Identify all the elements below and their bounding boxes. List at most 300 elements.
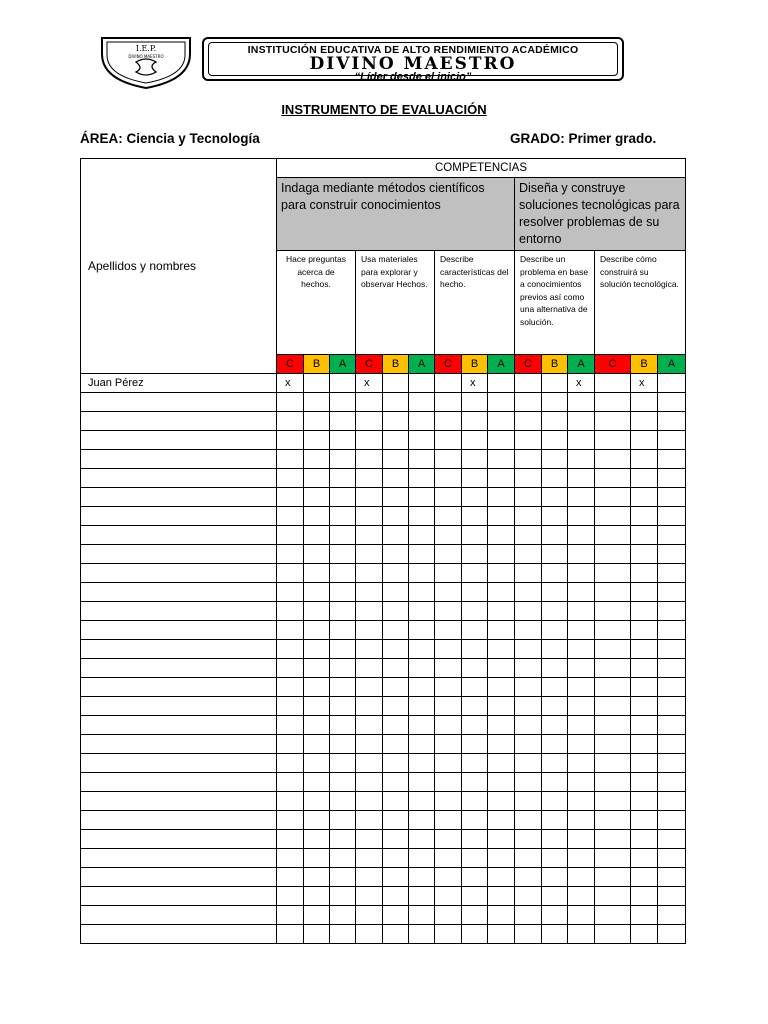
grade-cell[interactable]: [488, 659, 515, 678]
student-name[interactable]: [81, 621, 277, 640]
grade-cell[interactable]: [277, 830, 304, 849]
grade-cell[interactable]: [658, 811, 686, 830]
grade-cell[interactable]: [277, 640, 304, 659]
grade-cell[interactable]: [330, 659, 356, 678]
grade-cell[interactable]: [568, 925, 595, 944]
student-name[interactable]: [81, 393, 277, 412]
grade-cell[interactable]: [488, 640, 515, 659]
grade-cell[interactable]: [542, 393, 568, 412]
grade-cell[interactable]: [542, 887, 568, 906]
grade-cell[interactable]: [595, 545, 631, 564]
grade-cell[interactable]: [330, 469, 356, 488]
grade-cell[interactable]: [304, 431, 330, 450]
grade-cell[interactable]: [356, 659, 383, 678]
grade-cell[interactable]: [330, 602, 356, 621]
grade-cell[interactable]: [435, 431, 462, 450]
grade-cell[interactable]: [515, 469, 542, 488]
grade-cell[interactable]: [462, 754, 488, 773]
grade-cell[interactable]: [542, 583, 568, 602]
grade-cell[interactable]: [658, 374, 686, 393]
grade-cell[interactable]: [356, 602, 383, 621]
grade-cell[interactable]: [488, 887, 515, 906]
grade-cell[interactable]: [542, 811, 568, 830]
grade-cell[interactable]: [462, 678, 488, 697]
grade-cell[interactable]: [515, 564, 542, 583]
grade-cell[interactable]: [356, 621, 383, 640]
grade-cell[interactable]: [330, 678, 356, 697]
grade-cell[interactable]: [595, 393, 631, 412]
grade-cell[interactable]: [488, 773, 515, 792]
grade-cell[interactable]: [383, 849, 409, 868]
grade-cell[interactable]: [383, 602, 409, 621]
grade-cell[interactable]: [595, 412, 631, 431]
grade-cell[interactable]: [356, 830, 383, 849]
grade-cell[interactable]: [409, 469, 435, 488]
grade-cell[interactable]: [488, 602, 515, 621]
grade-cell[interactable]: [435, 507, 462, 526]
grade-cell[interactable]: [515, 849, 542, 868]
grade-cell[interactable]: [277, 697, 304, 716]
grade-cell[interactable]: [595, 716, 631, 735]
grade-cell[interactable]: [568, 659, 595, 678]
grade-cell[interactable]: [304, 450, 330, 469]
grade-cell[interactable]: [568, 849, 595, 868]
grade-cell[interactable]: [277, 469, 304, 488]
student-name[interactable]: [81, 545, 277, 564]
grade-cell[interactable]: [631, 507, 658, 526]
grade-cell[interactable]: [435, 374, 462, 393]
grade-cell[interactable]: [409, 811, 435, 830]
grade-cell[interactable]: [568, 773, 595, 792]
grade-cell[interactable]: [304, 887, 330, 906]
grade-cell[interactable]: [435, 393, 462, 412]
grade-cell[interactable]: [330, 830, 356, 849]
grade-cell[interactable]: [330, 697, 356, 716]
grade-cell[interactable]: [356, 545, 383, 564]
grade-cell[interactable]: [330, 735, 356, 754]
grade-cell[interactable]: [568, 545, 595, 564]
grade-cell[interactable]: [462, 564, 488, 583]
student-name[interactable]: [81, 697, 277, 716]
grade-cell[interactable]: [383, 716, 409, 735]
grade-cell[interactable]: [488, 716, 515, 735]
grade-cell[interactable]: [409, 849, 435, 868]
grade-cell[interactable]: [409, 906, 435, 925]
grade-cell[interactable]: [330, 431, 356, 450]
grade-cell[interactable]: [304, 754, 330, 773]
grade-cell[interactable]: [462, 792, 488, 811]
grade-cell[interactable]: [595, 431, 631, 450]
grade-cell[interactable]: [356, 887, 383, 906]
student-name[interactable]: [81, 450, 277, 469]
grade-cell[interactable]: [542, 830, 568, 849]
grade-cell[interactable]: [435, 735, 462, 754]
grade-cell[interactable]: [356, 431, 383, 450]
grade-cell[interactable]: [568, 754, 595, 773]
grade-cell[interactable]: [595, 868, 631, 887]
student-name[interactable]: [81, 716, 277, 735]
grade-cell[interactable]: [462, 412, 488, 431]
grade-cell[interactable]: [435, 925, 462, 944]
grade-cell[interactable]: [409, 735, 435, 754]
grade-cell[interactable]: [568, 469, 595, 488]
grade-cell[interactable]: [409, 697, 435, 716]
grade-cell[interactable]: [568, 526, 595, 545]
grade-cell[interactable]: [488, 526, 515, 545]
grade-cell[interactable]: [515, 868, 542, 887]
grade-cell[interactable]: [383, 792, 409, 811]
student-name[interactable]: [81, 678, 277, 697]
grade-cell[interactable]: [435, 868, 462, 887]
grade-cell[interactable]: [631, 659, 658, 678]
grade-cell[interactable]: [356, 735, 383, 754]
student-name[interactable]: [81, 564, 277, 583]
grade-cell[interactable]: [515, 412, 542, 431]
grade-cell[interactable]: [277, 792, 304, 811]
student-name[interactable]: [81, 754, 277, 773]
grade-cell[interactable]: [488, 564, 515, 583]
grade-cell[interactable]: [515, 735, 542, 754]
grade-cell[interactable]: [383, 583, 409, 602]
student-name[interactable]: [81, 640, 277, 659]
grade-cell[interactable]: [488, 412, 515, 431]
grade-cell[interactable]: [435, 716, 462, 735]
grade-cell[interactable]: [277, 754, 304, 773]
student-name[interactable]: Juan Pérez: [81, 374, 277, 393]
grade-cell[interactable]: [658, 412, 686, 431]
grade-cell[interactable]: [631, 602, 658, 621]
grade-cell[interactable]: [515, 792, 542, 811]
grade-cell[interactable]: [568, 697, 595, 716]
grade-cell[interactable]: [356, 583, 383, 602]
grade-cell[interactable]: [488, 925, 515, 944]
grade-cell[interactable]: [435, 545, 462, 564]
grade-cell[interactable]: [515, 393, 542, 412]
grade-cell[interactable]: [383, 507, 409, 526]
grade-cell[interactable]: [515, 374, 542, 393]
grade-cell[interactable]: [409, 393, 435, 412]
grade-cell[interactable]: [435, 412, 462, 431]
grade-cell[interactable]: [277, 659, 304, 678]
student-name[interactable]: [81, 811, 277, 830]
grade-cell[interactable]: [658, 735, 686, 754]
grade-cell[interactable]: [568, 393, 595, 412]
grade-cell[interactable]: [658, 754, 686, 773]
grade-cell[interactable]: [488, 545, 515, 564]
grade-cell[interactable]: [515, 640, 542, 659]
grade-cell[interactable]: [383, 393, 409, 412]
grade-cell[interactable]: [631, 868, 658, 887]
grade-cell[interactable]: [383, 830, 409, 849]
grade-cell[interactable]: [488, 906, 515, 925]
grade-cell[interactable]: [631, 678, 658, 697]
grade-cell[interactable]: [383, 640, 409, 659]
grade-cell[interactable]: [631, 830, 658, 849]
grade-cell[interactable]: [631, 526, 658, 545]
grade-cell[interactable]: [542, 735, 568, 754]
grade-cell[interactable]: [631, 716, 658, 735]
grade-cell[interactable]: [515, 697, 542, 716]
grade-cell[interactable]: [383, 659, 409, 678]
grade-cell[interactable]: [568, 450, 595, 469]
grade-cell[interactable]: [277, 849, 304, 868]
grade-cell[interactable]: [304, 621, 330, 640]
grade-cell[interactable]: [515, 526, 542, 545]
grade-cell[interactable]: [542, 925, 568, 944]
grade-cell[interactable]: [356, 564, 383, 583]
grade-cell[interactable]: [356, 450, 383, 469]
grade-cell[interactable]: [356, 526, 383, 545]
grade-cell[interactable]: [595, 697, 631, 716]
grade-cell[interactable]: [542, 659, 568, 678]
grade-cell[interactable]: [595, 507, 631, 526]
grade-cell[interactable]: [304, 507, 330, 526]
grade-cell[interactable]: [568, 431, 595, 450]
student-name[interactable]: [81, 469, 277, 488]
grade-cell[interactable]: [383, 374, 409, 393]
grade-mark[interactable]: x: [631, 374, 658, 393]
grade-cell[interactable]: [409, 830, 435, 849]
grade-cell[interactable]: [488, 754, 515, 773]
grade-cell[interactable]: [462, 811, 488, 830]
grade-cell[interactable]: [435, 887, 462, 906]
grade-cell[interactable]: [304, 849, 330, 868]
grade-cell[interactable]: [304, 830, 330, 849]
grade-cell[interactable]: [658, 488, 686, 507]
grade-cell[interactable]: [631, 754, 658, 773]
grade-cell[interactable]: [383, 868, 409, 887]
grade-cell[interactable]: [330, 488, 356, 507]
grade-cell[interactable]: [304, 469, 330, 488]
grade-cell[interactable]: [330, 811, 356, 830]
grade-cell[interactable]: [383, 887, 409, 906]
grade-cell[interactable]: [409, 754, 435, 773]
grade-cell[interactable]: [383, 621, 409, 640]
grade-cell[interactable]: [462, 526, 488, 545]
grade-cell[interactable]: [542, 792, 568, 811]
grade-cell[interactable]: [383, 735, 409, 754]
grade-cell[interactable]: [568, 735, 595, 754]
grade-cell[interactable]: [595, 735, 631, 754]
grade-cell[interactable]: [435, 906, 462, 925]
grade-cell[interactable]: [330, 849, 356, 868]
grade-cell[interactable]: [304, 488, 330, 507]
grade-cell[interactable]: [595, 925, 631, 944]
grade-cell[interactable]: [409, 526, 435, 545]
grade-cell[interactable]: [330, 374, 356, 393]
grade-cell[interactable]: [542, 431, 568, 450]
grade-cell[interactable]: [277, 773, 304, 792]
grade-cell[interactable]: [330, 564, 356, 583]
grade-cell[interactable]: [277, 868, 304, 887]
grade-cell[interactable]: [356, 716, 383, 735]
grade-cell[interactable]: [383, 678, 409, 697]
grade-cell[interactable]: [631, 393, 658, 412]
grade-cell[interactable]: [658, 526, 686, 545]
grade-cell[interactable]: [542, 488, 568, 507]
grade-cell[interactable]: [658, 792, 686, 811]
grade-cell[interactable]: [542, 526, 568, 545]
grade-cell[interactable]: [462, 640, 488, 659]
grade-cell[interactable]: [277, 735, 304, 754]
grade-cell[interactable]: [277, 393, 304, 412]
student-name[interactable]: [81, 773, 277, 792]
grade-cell[interactable]: [595, 488, 631, 507]
grade-cell[interactable]: [435, 773, 462, 792]
grade-cell[interactable]: [462, 431, 488, 450]
grade-cell[interactable]: [515, 583, 542, 602]
student-name[interactable]: [81, 526, 277, 545]
grade-cell[interactable]: [515, 925, 542, 944]
grade-cell[interactable]: [631, 906, 658, 925]
grade-cell[interactable]: [595, 773, 631, 792]
grade-cell[interactable]: [462, 393, 488, 412]
grade-cell[interactable]: [542, 374, 568, 393]
grade-cell[interactable]: [435, 830, 462, 849]
grade-cell[interactable]: [568, 507, 595, 526]
grade-cell[interactable]: [462, 925, 488, 944]
grade-cell[interactable]: [462, 545, 488, 564]
grade-cell[interactable]: [277, 811, 304, 830]
grade-cell[interactable]: [658, 393, 686, 412]
grade-cell[interactable]: [595, 678, 631, 697]
grade-cell[interactable]: [658, 621, 686, 640]
grade-cell[interactable]: [462, 849, 488, 868]
grade-cell[interactable]: [488, 431, 515, 450]
grade-cell[interactable]: [435, 602, 462, 621]
grade-cell[interactable]: [488, 678, 515, 697]
grade-cell[interactable]: [631, 412, 658, 431]
grade-cell[interactable]: [631, 640, 658, 659]
grade-cell[interactable]: [330, 583, 356, 602]
grade-cell[interactable]: [631, 564, 658, 583]
grade-cell[interactable]: [488, 735, 515, 754]
grade-cell[interactable]: [409, 602, 435, 621]
grade-cell[interactable]: [304, 583, 330, 602]
grade-cell[interactable]: [542, 697, 568, 716]
grade-cell[interactable]: [409, 716, 435, 735]
grade-cell[interactable]: [383, 545, 409, 564]
grade-cell[interactable]: [435, 564, 462, 583]
grade-cell[interactable]: [383, 773, 409, 792]
grade-cell[interactable]: [330, 887, 356, 906]
grade-cell[interactable]: [542, 754, 568, 773]
grade-cell[interactable]: [304, 792, 330, 811]
grade-cell[interactable]: [409, 412, 435, 431]
grade-cell[interactable]: [330, 906, 356, 925]
grade-cell[interactable]: [277, 887, 304, 906]
grade-cell[interactable]: [515, 602, 542, 621]
grade-cell[interactable]: [277, 526, 304, 545]
grade-cell[interactable]: [542, 545, 568, 564]
grade-cell[interactable]: [595, 564, 631, 583]
grade-cell[interactable]: [277, 716, 304, 735]
grade-cell[interactable]: [277, 583, 304, 602]
grade-cell[interactable]: [356, 849, 383, 868]
grade-cell[interactable]: [462, 887, 488, 906]
grade-cell[interactable]: [277, 906, 304, 925]
grade-cell[interactable]: [356, 488, 383, 507]
grade-cell[interactable]: [330, 640, 356, 659]
grade-cell[interactable]: [330, 925, 356, 944]
grade-mark[interactable]: x: [568, 374, 595, 393]
grade-cell[interactable]: [462, 488, 488, 507]
grade-cell[interactable]: [658, 887, 686, 906]
grade-cell[interactable]: [409, 450, 435, 469]
grade-cell[interactable]: [568, 887, 595, 906]
grade-cell[interactable]: [304, 811, 330, 830]
grade-cell[interactable]: [542, 849, 568, 868]
grade-cell[interactable]: [435, 469, 462, 488]
grade-cell[interactable]: [515, 545, 542, 564]
grade-cell[interactable]: [631, 545, 658, 564]
grade-cell[interactable]: [356, 754, 383, 773]
grade-cell[interactable]: [304, 868, 330, 887]
grade-cell[interactable]: [383, 526, 409, 545]
grade-cell[interactable]: [356, 507, 383, 526]
grade-cell[interactable]: [658, 450, 686, 469]
grade-cell[interactable]: [595, 811, 631, 830]
grade-cell[interactable]: [515, 887, 542, 906]
grade-cell[interactable]: [330, 393, 356, 412]
grade-cell[interactable]: [409, 678, 435, 697]
grade-cell[interactable]: [330, 716, 356, 735]
grade-cell[interactable]: [595, 602, 631, 621]
grade-cell[interactable]: [383, 811, 409, 830]
grade-cell[interactable]: [462, 906, 488, 925]
grade-cell[interactable]: [595, 887, 631, 906]
grade-cell[interactable]: [409, 374, 435, 393]
grade-cell[interactable]: [330, 754, 356, 773]
grade-cell[interactable]: [356, 640, 383, 659]
grade-cell[interactable]: [658, 507, 686, 526]
grade-cell[interactable]: [658, 830, 686, 849]
student-name[interactable]: [81, 659, 277, 678]
grade-cell[interactable]: [488, 868, 515, 887]
grade-cell[interactable]: [595, 526, 631, 545]
grade-cell[interactable]: [304, 412, 330, 431]
grade-cell[interactable]: [595, 754, 631, 773]
grade-cell[interactable]: [304, 659, 330, 678]
grade-cell[interactable]: [488, 450, 515, 469]
grade-cell[interactable]: [595, 659, 631, 678]
grade-cell[interactable]: [435, 754, 462, 773]
grade-cell[interactable]: [435, 450, 462, 469]
grade-cell[interactable]: [658, 716, 686, 735]
grade-cell[interactable]: [488, 697, 515, 716]
grade-cell[interactable]: [383, 906, 409, 925]
grade-cell[interactable]: [658, 659, 686, 678]
grade-cell[interactable]: [383, 469, 409, 488]
grade-cell[interactable]: [515, 659, 542, 678]
grade-cell[interactable]: [488, 488, 515, 507]
grade-cell[interactable]: [277, 564, 304, 583]
grade-cell[interactable]: [435, 583, 462, 602]
grade-cell[interactable]: [435, 849, 462, 868]
grade-cell[interactable]: [631, 735, 658, 754]
grade-cell[interactable]: [658, 925, 686, 944]
student-name[interactable]: [81, 925, 277, 944]
grade-cell[interactable]: [435, 640, 462, 659]
grade-cell[interactable]: [631, 469, 658, 488]
grade-cell[interactable]: [383, 431, 409, 450]
grade-cell[interactable]: [488, 583, 515, 602]
grade-cell[interactable]: [568, 678, 595, 697]
student-name[interactable]: [81, 735, 277, 754]
grade-cell[interactable]: [356, 906, 383, 925]
grade-cell[interactable]: [409, 564, 435, 583]
grade-cell[interactable]: [595, 450, 631, 469]
